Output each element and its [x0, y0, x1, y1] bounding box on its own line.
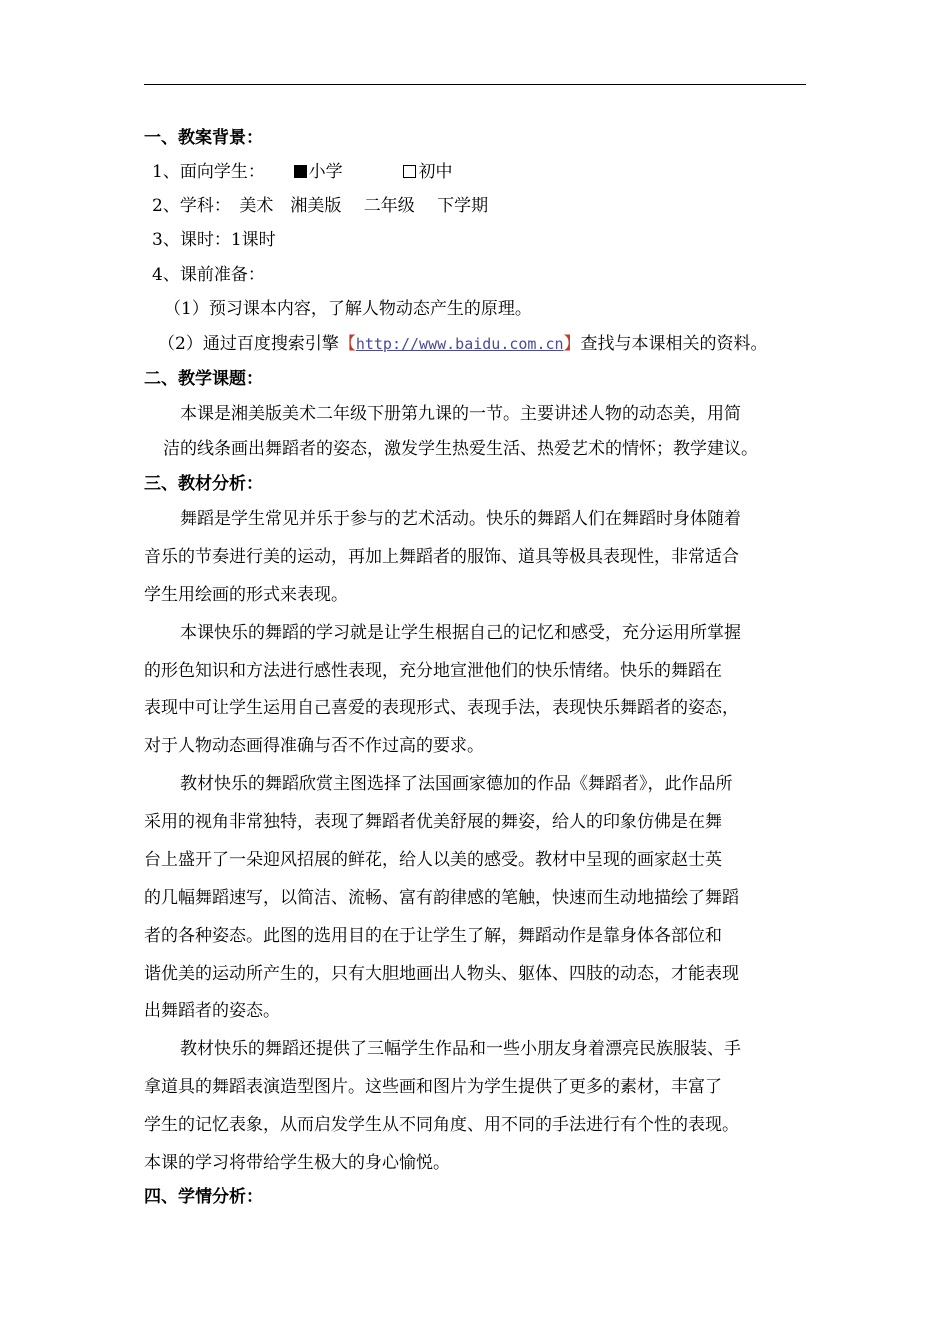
analysis-p2-line-4: 对于人物动态画得准确与否不作过高的要求。 [144, 736, 484, 756]
checked-box-icon [294, 165, 307, 178]
student-level-label: 1、面向学生： [152, 162, 265, 182]
analysis-p2-line-1: 本课快乐的舞蹈的学习就是让学生根据自己的记忆和感受，充分运用所掌握 [180, 623, 741, 643]
analysis-p1-line-2: 音乐的节奏进行美的运动，再加上舞蹈者的服饰、道具等极具表现性，非常适合 [144, 547, 739, 567]
bracket-close: 】 [563, 334, 581, 354]
subject-line: 2、学科： 美术 湘美版 二年级 下学期 [152, 196, 489, 216]
bracket-open: 【 [338, 334, 356, 354]
analysis-p4-line-3: 学生的记忆表象，从而启发学生从不同角度、用不同的手法进行有个性的表现。 [144, 1115, 739, 1135]
class-hours-line: 3、课时：1课时 [152, 230, 276, 250]
analysis-p4-line-4: 本课的学习将带给学生极大的身心愉悦。 [144, 1153, 450, 1173]
analysis-p4-line-2: 拿道具的舞蹈表演造型图片。这些画和图片为学生提供了更多的素材，丰富了 [144, 1077, 722, 1097]
section2-heading: 二、教学课题： [144, 369, 263, 389]
section3-heading: 三、教材分析： [144, 474, 263, 494]
analysis-p3-line-4: 的几幅舞蹈速写，以简洁、流畅、富有韵律感的笔触，快速而生动地描绘了舞蹈 [144, 888, 739, 908]
preparation-item-2-tail: 查找与本课相关的资料。 [580, 334, 768, 354]
analysis-p1-line-1: 舞蹈是学生常见并乐于参与的艺术活动。快乐的舞蹈人们在舞蹈时身体随着 [180, 509, 741, 529]
analysis-p3-line-7: 出舞蹈者的姿态。 [144, 1001, 280, 1021]
analysis-p3-line-6: 谐优美的运动所产生的，只有大胆地画出人物头、躯体、四肢的动态，才能表现 [144, 964, 739, 984]
preparation-label: 4、课前准备： [152, 265, 265, 285]
topic-line-1: 本课是湘美版美术二年级下册第九课的一节。主要讲述人物的动态美，用简 [180, 404, 741, 424]
analysis-p3-line-3: 台上盛开了一朵迎风招展的鲜花，给人以美的感受。教材中呈现的画家赵士英 [144, 850, 722, 870]
analysis-p2-line-2: 的形色知识和方法进行感性表现，充分地宣泄他们的快乐情绪。快乐的舞蹈在 [144, 661, 722, 681]
preparation-item-1: （1）预习课本内容，了解人物动态产生的原理。 [164, 299, 532, 319]
topic-line-2: 洁的线条画出舞蹈者的姿态，激发学生热爱生活、热爱艺术的情怀；教学建议。 [163, 439, 758, 459]
analysis-p4-line-1: 教材快乐的舞蹈还提供了三幅学生作品和一些小朋友身着漂亮民族服装、手 [180, 1039, 741, 1059]
section4-heading: 四、学情分析： [144, 1187, 263, 1207]
section1-heading: 一、教案背景： [144, 128, 263, 148]
preparation-item-2-text: （2）通过百度搜索引擎 [158, 334, 339, 354]
analysis-p2-line-3: 表现中可让学生运用自己喜爱的表现形式、表现手法，表现快乐舞蹈者的姿态， [144, 698, 739, 718]
analysis-p3-line-5: 者的各种姿态。此图的选用目的在于让学生了解，舞蹈动作是靠身体各部位和 [144, 926, 722, 946]
header-rule [144, 84, 806, 85]
primary-school-label: 小学 [308, 162, 343, 182]
middle-school-label: 初中 [418, 162, 453, 182]
student-level-row [152, 161, 452, 183]
unchecked-box-icon [403, 165, 416, 178]
analysis-p3-line-2: 采用的视角非常独特，表现了舞蹈者优美舒展的舞姿，给人的印象仿佛是在舞 [144, 812, 722, 832]
middle-school-checkbox[interactable] [403, 162, 452, 182]
analysis-p1-line-3: 学生用绘画的形式来表现。 [144, 585, 348, 605]
analysis-p3-line-1: 教材快乐的舞蹈欣赏主图选择了法国画家德加的作品《舞蹈者》，此作品所 [180, 774, 733, 794]
baidu-link[interactable]: http://www.baidu.com.cn [355, 335, 564, 353]
preparation-item-2 [158, 333, 768, 355]
primary-school-checkbox[interactable] [294, 162, 343, 182]
